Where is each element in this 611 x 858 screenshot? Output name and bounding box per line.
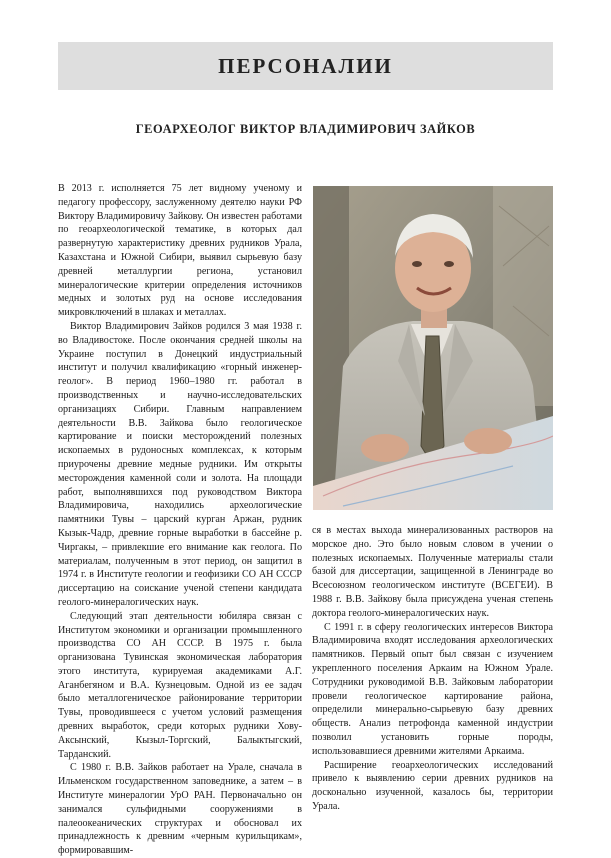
paragraph: Виктор Владимирович Зайков родился 3 мая 1938 г. во Владивостоке. После окончания средней школы на Украине поступил в Донецкий индустриальный институт и получил квалификацию «горный инженер-геолог». В период 1960–1980 гг. работал в производственных и научно-исследовательских организациях Сибири. Главным направлением деятельности В.В. Зайкова было геологическое картирование и поиски месторождений полезных ископаемых в рудоносных комплексах, к которым приурочены древние медные рудники. Им открыты месторождения каменной соли и золота. На площади работ, выполнявшихся под руководством Виктора Владимировича, находились археологические памятники Тувы – царский курган Аржан, рудник Кызык-Чадр, древние горные выработки в бассейне р. Чиргакы, – привлекшие его внимание как геолога. По материалам, полученным в этот период, он защитил в 1974 г. в Институте геологии и геофизики СО АН СССР диссертацию на соискание ученой степени кандидата геолого-минералогических наук. [58, 320, 302, 608]
paragraph: ся в местах выхода минерализованных растворов на морское дно. Это было новым словом в учении о полезных ископаемых. Полученные материалы стали базой для диссертации, защищенной в Ленинграде во Всесоюзном геологическом институте (ВСЕГЕИ). В 1988 г. В.В. Зайкову была присуждена ученая степень доктора геолого-минералогических наук. [312, 525, 553, 619]
paragraph: С 1991 г. в сферу геологических интересов Виктора Владимировича входят исследования археологических памятников. Первый опыт был связан с изучением укрепленного поселения Аркаим на Южном Урале. Сотрудники руководимой В.В. Зайковым лаборатории провели геологическое картирование района, определили минерально-сырьевую базу древних обществ. Анализ петрофонда каменной индустрии позволил установить горные породы, использовавшиеся древними жителями Аркаима. [312, 621, 553, 757]
right-column [312, 524, 553, 814]
paragraph: С 1980 г. В.В. Зайков работает на Урале, сначала в Ильменском государственном заповеднике, а затем – в Институте минералогии УрО РАН. Первоначально он занимался сульфидными сооружениями в палеоокеанических структурах и обосновал их принадлежность к древним «черным курильщикам», формировавшим- [58, 762, 302, 857]
portrait-photo [313, 186, 553, 510]
article-headline: ГЕОАРХЕОЛОГ ВИКТОР ВЛАДИМИРОВИЧ ЗАЙКОВ [135, 122, 476, 136]
paragraph: Расширение геоархеологических исследований привело к выявлению серии древних рудников на досконально изученной, казалось бы, территории Урала. [312, 759, 553, 812]
left-column [58, 182, 302, 858]
section-title: ПЕРСОНАЛИИ [218, 54, 393, 78]
paragraph: В 2013 г. исполняется 75 лет видному ученому и педагогу профессору, заслуженному деятелю науки РФ Виктору Владимировичу Зайкову. Он известен работами по геоархеологической тематике, в которых дал развернутую характеристику древних рудников Урала, Казахстана и Южной Сибири, выявил сырьевую базу древней металлургии региона, установил минералогические критерии определения источников медных и золотых руд на основе исследования микровключений в шлаках и металлах. [58, 183, 302, 319]
paragraph: Следующий этап деятельности юбиляра связан с Институтом экономики и организации промышленного производства СО АН СССР. В 1975 г. была организована Тувинская экономическая лаборатория этого института, курируемая академиками А.Г. Аганбегяном и В.А. Кузнецовым. Одной из ее задач было металлогеническое районирование территории Тувы, проводившееся с учетом условий размещения древних выработок, среди которых рудники Хову-Аксынский, Кызыл-Торгский, Балыктыгский, Тарданский. [58, 610, 302, 760]
portrait-photo-icon [313, 186, 553, 510]
